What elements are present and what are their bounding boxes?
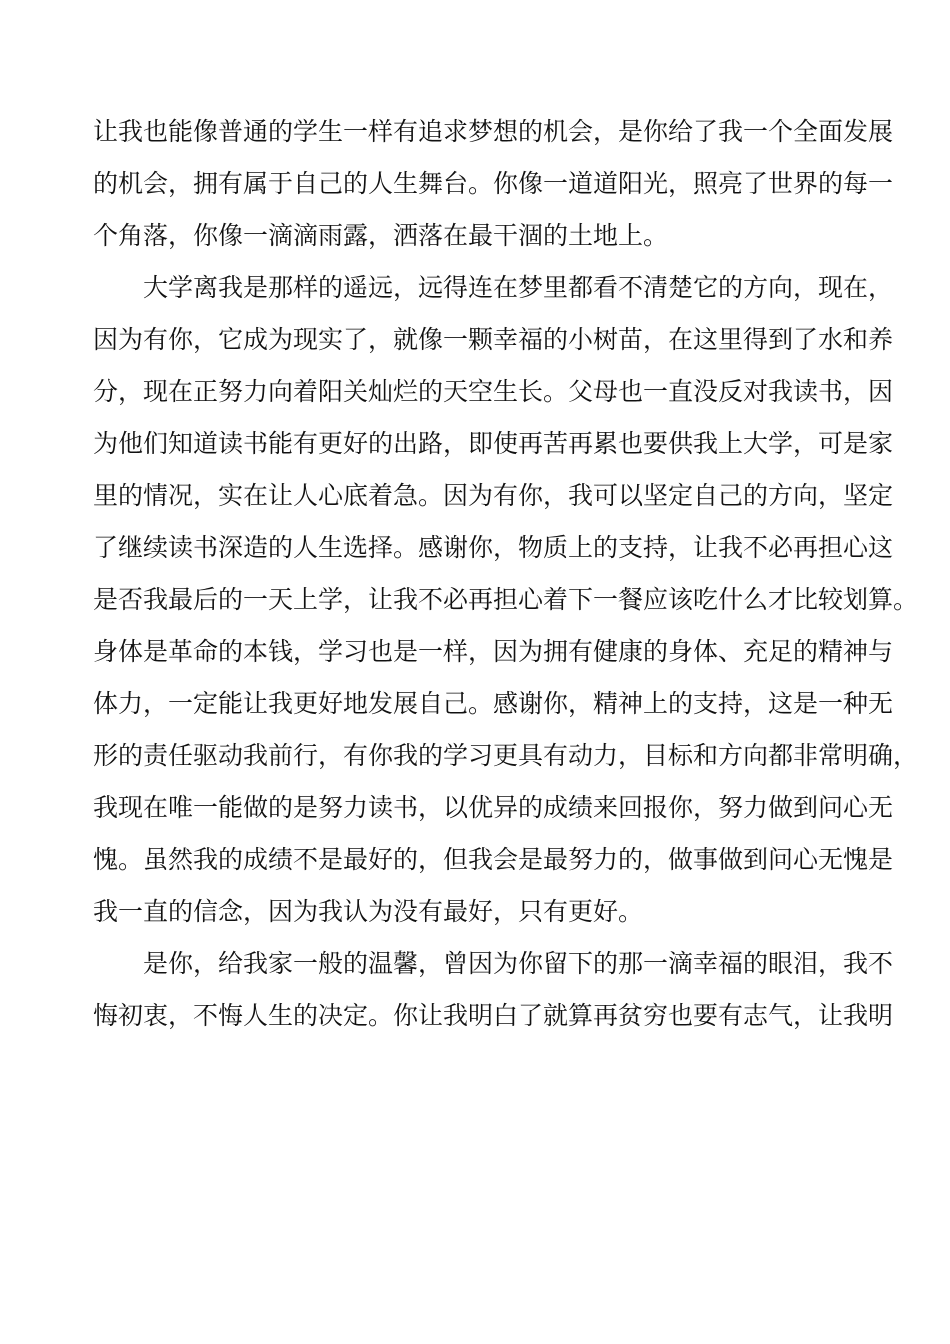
- text-line: 大学离我是那样的遥远，远得连在梦里都看不清楚它的方向，现在，: [143, 273, 894, 302]
- text-line: 了继续读书深造的人生选择。感谢你，物质上的支持，让我不必再担心这: [93, 533, 894, 562]
- text-line: 分，现在正努力向着阳关灿烂的天空生长。父母也一直没反对我读书，因: [93, 377, 894, 406]
- text-line: 愧。虽然我的成绩不是最好的，但我会是最努力的，做事做到问心无愧是: [93, 845, 894, 874]
- text-line: 我一直的信念，因为我认为没有最好，只有更好。: [93, 897, 644, 926]
- body-text: [93, 106, 919, 1042]
- text-line: 是你，给我家一般的温馨，曾因为你留下的那一滴幸福的眼泪，我不: [143, 949, 894, 978]
- text-line: 悔初衷，不悔人生的决定。你让我明白了就算再贫穷也要有志气，让我明: [93, 1001, 894, 1030]
- text-line: 里的情况，实在让人心底着急。因为有你，我可以坚定自己的方向，坚定: [93, 481, 894, 510]
- text-line: 身体是革命的本钱，学习也是一样，因为拥有健康的身体、充足的精神与: [93, 637, 894, 666]
- text-line: 让我也能像普通的学生一样有追求梦想的机会，是你给了我一个全面发展: [93, 117, 894, 146]
- text-line: 因为有你，它成为现实了，就像一颗幸福的小树苗，在这里得到了水和养: [93, 325, 894, 354]
- text-line: 的机会，拥有属于自己的人生舞台。你像一道道阳光，照亮了世界的每一: [93, 169, 894, 198]
- text-line: 为他们知道读书能有更好的出路，即使再苦再累也要供我上大学，可是家: [93, 429, 894, 458]
- text-line: 体力，一定能让我更好地发展自己。感谢你，精神上的支持，这是一种无: [93, 689, 894, 718]
- text-line: 我现在唯一能做的是努力读书，以优异的成绩来回报你，努力做到问心无: [93, 793, 894, 822]
- text-line: 个角落，你像一滴滴雨露，洒落在最干涸的土地上。: [93, 221, 669, 250]
- text-line: 形的责任驱动我前行，有你我的学习更具有动力，目标和方向都非常明确，: [93, 741, 919, 770]
- text-line: 是否我最后的一天上学，让我不必再担心着下一餐应该吃什么才比较划算。: [93, 585, 919, 614]
